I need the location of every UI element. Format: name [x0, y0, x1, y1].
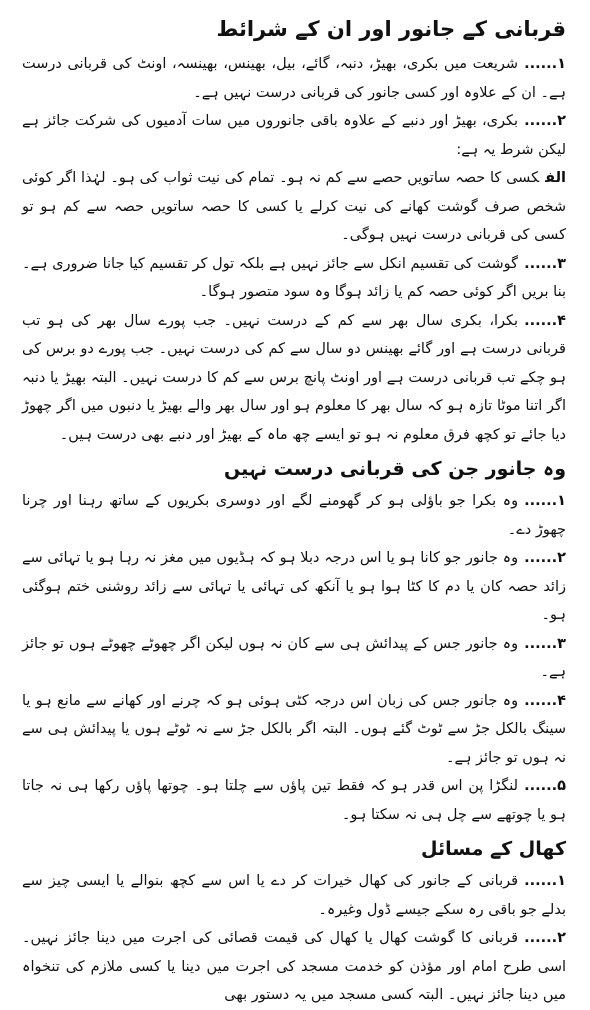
- paragraph-1: [22, 487, 566, 544]
- paragraph-text: بکرا، بکری سال بھر سے کم کے درست نہیں۔ جب پورے سال بھر کی ہو تب قربانی درست ہے اور گائے بھینس دو سال سے کم کی درست نہیں۔ جب پورے دو برس کی ہو چکے تب قربانی درست ہے اور اونٹ پانچ برس سے کم کا درست نہیں۔ البتہ بھیڑ یا دنبہ اگر اتنا موٹا تازہ ہو کہ سال بھر کا معلوم ہو اور سال بھر والے بھیڑ یا دنبوں میں اگر چھوڑ دیا جائے تو کچھ فرق معلوم نہ ہو تو ایسے چھ ماہ کے بھیڑ اور دنبے بھی درست ہیں۔: [22, 312, 566, 443]
- paragraph-5: [22, 772, 566, 829]
- paragraph-4: [22, 687, 566, 773]
- paragraph-number: ۱......: [524, 493, 566, 509]
- paragraph-number: ۴......: [524, 312, 566, 329]
- paragraph-text: وہ جانور جو کانا ہو یا اس درجہ دبلا ہو کہ ہڈیوں میں مغز نہ رہا ہو یا تہائی سے زائد حصہ کان یا دم کا کٹا ہوا ہو یا آنکھ کی تہائی یا تہائی سے زائد روشنی ختم ہوگئی ہو۔: [22, 550, 566, 623]
- paragraph-text: وہ جانور جس کے پیدائش ہی سے کان نہ ہوں لیکن اگر چھوٹے چھوٹے ہوں تو جائز ہے۔: [22, 635, 566, 680]
- paragraph-text: گوشت کی تقسیم انکل سے جائز نہیں ہے بلکہ تول کر تقسیم کیا جانا ضروری ہے۔ بنا بریں اگر کوئی حصہ کم یا زائد ہوگا وہ سود متصور ہوگا۔: [22, 255, 566, 300]
- paragraph-1: [22, 50, 566, 107]
- paragraph-number: ۲......: [524, 113, 566, 129]
- paragraph-number: ۵......: [524, 778, 566, 794]
- paragraph-text: شریعت میں بکری، بھیڑ، دنبہ، گائے، بیل، بھینس، بھینسہ، اونٹ کی قربانی درست ہے۔ ان کے علاوہ اور کسی جانور کی قربانی درست نہیں ہے۔: [22, 56, 566, 101]
- paragraph-1: [22, 867, 566, 924]
- paragraph-3: [22, 250, 566, 307]
- paragraph-text: بکری، بھیڑ اور دنبے کے علاوہ باقی جانوروں میں سات آدمیوں کی شرکت جائز ہے لیکن شرط یہ ہے:: [22, 113, 566, 158]
- paragraph-2: [22, 544, 566, 630]
- section-title-skin-issues: کھال کے مسائل: [421, 838, 566, 860]
- paragraph-2: [22, 924, 566, 1010]
- paragraph-number: ۲......: [524, 930, 566, 946]
- paragraph-number: ۱......: [524, 56, 566, 72]
- paragraph-text: وہ بکرا جو باؤلی ہو کر گھومنے لگے اور دوسری بکریوں کے ساتھ رہنا اور چرنا چھوڑ دے۔: [22, 493, 566, 538]
- paragraph-text: لنگڑا پن اس قدر ہو کہ فقط تین پاؤں سے چلتا ہو۔ چوتھا پاؤں رکھا ہی نہ جاتا ہو یا چوتھے سے چل ہی نہ سکتا ہو۔: [22, 778, 566, 823]
- paragraph-2: [22, 107, 566, 164]
- paragraph-number: ۴......: [524, 692, 566, 709]
- paragraph-alif: [22, 164, 566, 250]
- paragraph-text: قربانی کا گوشت کھال یا کھال کی قیمت قصائی کی اجرت میں دینا جائز نہیں۔ اسی طرح امام اور مؤذن کو خدمت مسجد کی اجرت میں دینا یا کسی ملازم کی تنخواہ میں دینا جائز نہیں۔ البتہ کسی مسجد میں یہ دستور بھی: [22, 930, 566, 1003]
- paragraph-number: ۲......: [524, 550, 566, 566]
- section-title-conditions: قربانی کے جانور اور ان کے شرائط: [216, 17, 566, 41]
- paragraph-4: [22, 307, 566, 450]
- paragraph-number: ۳......: [524, 635, 566, 652]
- section-title-invalid-animals: وہ جانور جن کی قربانی درست نہیں: [224, 458, 566, 480]
- paragraph-number: ۱......: [524, 873, 566, 889]
- paragraph-text: وہ جانور جس کی زبان اس درجہ کٹی ہوئی ہو کہ چرنے اور کھانے سے مانع ہو یا سینگ بالکل جڑ سے ٹوٹ گئے ہوں۔ البتہ اگر بالکل جڑ سے نہ ٹوٹے ہوں یا پیدائش ہی سے نہ ہوں تو جائز ہے۔: [22, 692, 566, 766]
- paragraph-3: [22, 630, 566, 687]
- paragraph-number: ۳......: [524, 255, 566, 272]
- paragraph-text: قربانی کے جانور کی کھال خیرات کر دے یا اس سے کچھ بنوالے یا ایسی چیز سے بدلے جو باقی رہ سکے جیسے ڈول وغیرہ۔: [22, 873, 566, 918]
- paragraph-text: کسی کا حصہ ساتویں حصے سے کم نہ ہو۔ تمام کی نیت ثواب کی ہو۔ لہٰذا اگر کوئی شخص صرف گوشت کھانے کی نیت کرلے یا کسی کا حصہ ساتویں حصہ سے کم ہو تو کسی کی قربانی درست نہیں ہوگی۔: [22, 170, 566, 243]
- paragraph-number: الف: [545, 170, 566, 186]
